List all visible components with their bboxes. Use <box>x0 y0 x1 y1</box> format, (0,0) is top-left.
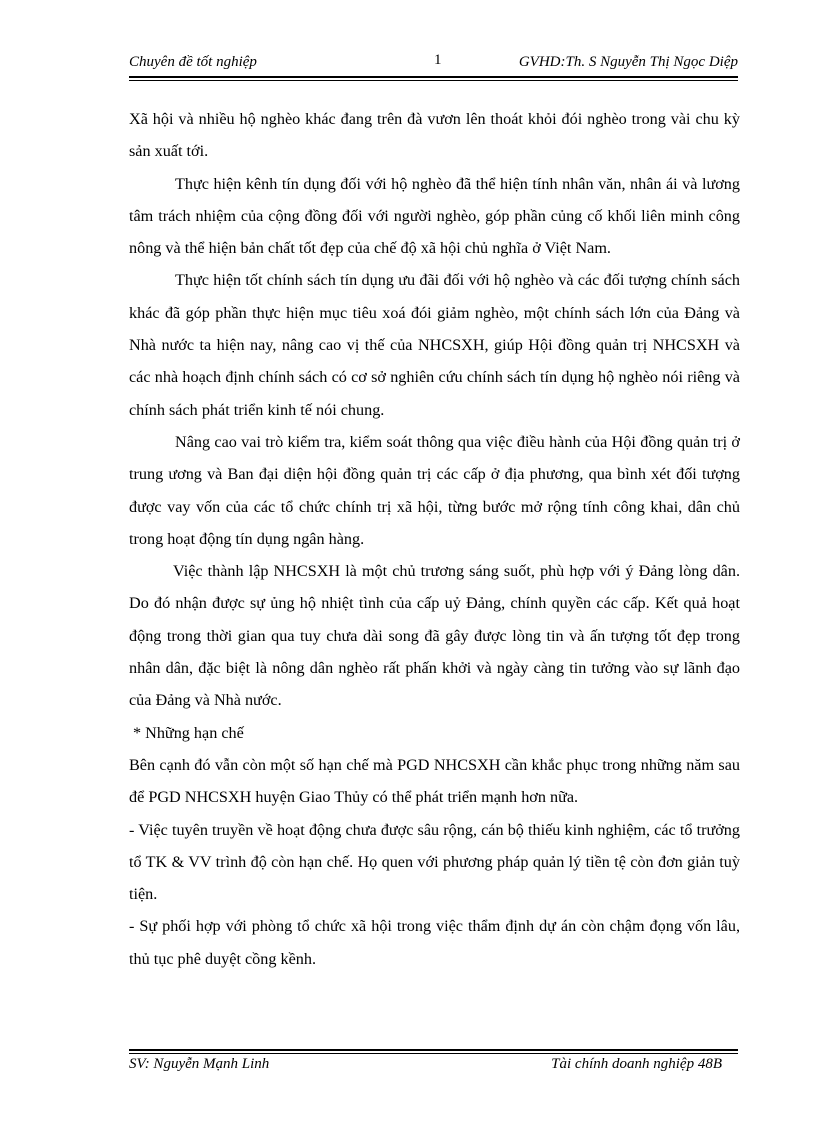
section-heading-limitations: * Những hạn chế <box>133 723 244 742</box>
paragraph-3: Thực hiện tốt chính sách tín dụng ưu đãi đối với hộ nghèo và các đối tượng chính sách khác đã góp phần thực hiện mục tiêu xoá đói giảm nghèo, một chính sách lớn của Đảng và Nhà nước ta hiện nay, nâng cao vị thế của NHCSXH, giúp Hội đồng quản trị NHCSXH và các nhà hoạch định chính sách có cơ sở nghiên cứu chính sách tín dụng hộ nghèo nói riêng và chính sách phát triển kinh tế nói chung. <box>129 271 740 419</box>
paragraph-1: Xã hội và nhiều hộ nghèo khác đang trên đà vươn lên thoát khỏi đói nghèo trong vài chu kỳ sản xuất tới. <box>129 110 740 161</box>
document-body <box>129 103 740 975</box>
footer-rule-thin <box>129 1053 738 1054</box>
header-supervisor: GVHD:Th. S Nguyễn Thị Ngọc Diệp <box>518 54 738 70</box>
footer-class: Tài chính doanh nghiệp 48B <box>551 1056 722 1072</box>
page-footer <box>129 1056 738 1078</box>
footer-rule-thick <box>129 1049 738 1051</box>
header-document-title: Chuyên đề tốt nghiệp <box>129 54 257 70</box>
paragraph-5: Việc thành lập NHCSXH là một chủ trương sáng suốt, phù hợp với ý Đảng lòng dân. Do đó nhận được sự ủng hộ nhiệt tình của cấp uỷ Đảng, chính quyền các cấp. Kết quả hoạt động trong thời gian qua tuy chưa dài song đã gây được lòng tin và ấn tượng tốt đẹp trong nhân dân, đặc biệt là nông dân nghèo rất phấn khởi và ngày càng tin tưởng vào sự lãnh đạo của Đảng và Nhà nước. <box>129 562 740 710</box>
paragraph-2: Thực hiện kênh tín dụng đối với hộ nghèo đã thể hiện tính nhân văn, nhân ái và lương tâm trách nhiệm của cộng đồng đối với người nghèo, góp phần củng cố khối liên minh công nông và thể hiện bản chất tốt đẹp của chế độ xã hội chủ nghĩa ở Việt Nam. <box>129 174 740 258</box>
paragraph-8: - Sự phối hợp với phòng tổ chức xã hội trong việc thẩm định dự án còn chậm đọng vốn lâu, thủ tục phê duyệt cồng kềnh. <box>129 917 740 968</box>
header-rule-thin <box>129 80 738 81</box>
footer-student: SV: Nguyễn Mạnh Linh <box>129 1056 270 1072</box>
paragraph-4: Nâng cao vai trò kiểm tra, kiểm soát thông qua việc điều hành của Hội đồng quản trị ở trung ương và Ban đại diện hội đồng quản trị các cấp ở địa phương, qua bình xét đối tượng được vay vốn của các tổ chức chính trị xã hội, từng bước mở rộng tính công khai, dân chủ trong hoạt động tín dụng ngân hàng. <box>129 432 740 548</box>
paragraph-6: Bên cạnh đó vẫn còn một số hạn chế mà PGD NHCSXH cần khắc phục trong những năm sau để PGD NHCSXH huyện Giao Thủy có thể phát triển mạnh hơn nữa. <box>129 755 740 807</box>
paragraph-7: - Việc tuyên truyền về hoạt động chưa được sâu rộng, cán bộ thiếu kinh nghiệm, các tổ trưởng tổ TK & VV trình độ còn hạn chế. Họ quen với phương pháp quản lý tiền tệ còn đơn giản tuỳ tiện. <box>129 820 740 904</box>
page-number: 1 <box>434 52 442 68</box>
header-rule-thick <box>129 76 738 78</box>
page-header <box>129 52 738 76</box>
